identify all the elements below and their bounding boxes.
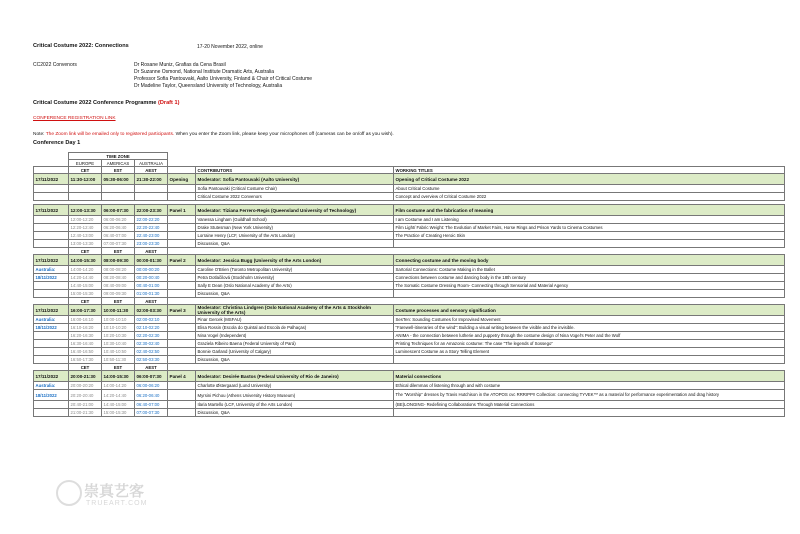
programme-title-text: Critical Costume 2022 Conference Programme — [33, 100, 157, 106]
contributor: Sofia Pantouvaki (Critical Costume Chair) — [196, 185, 394, 193]
time-cet — [69, 185, 102, 193]
document-title: Critical Costume 2022: Connections — [33, 43, 129, 49]
working-title: ANIMA - the connection between lutherie and puppetry through the costume design of Nina Vogel's Peter and the Wolf — [394, 332, 785, 340]
session-est: 05:30-06:00 — [102, 174, 135, 185]
working-title: The “Worship” dresses by Travis Hutchison in the ATOPOS cvc RRRIPP!! Collection: connecting TYVEK™ as a material for performance experimentation and drag history — [394, 390, 785, 401]
table-row — [34, 401, 785, 409]
contributor: Drake Stutesman (New York University) — [196, 224, 394, 232]
time-est: 15:00-15:30 — [102, 409, 135, 417]
working-title: Sartorial Connections: Costume Making in the Ballet — [394, 266, 785, 274]
blank-cell — [168, 167, 196, 174]
time-aest: 06:40-07:00 — [135, 401, 168, 409]
contributor: Elisa Rossin (Escola do Quintal and Escola de Palhaças) — [196, 324, 394, 332]
time-est — [102, 185, 135, 193]
session-est: 10:00-11:30 — [102, 305, 135, 316]
working-title: Luminescent Costume as a Story Telling Element — [394, 348, 785, 356]
session-title: Connecting costume and the moving body — [394, 255, 785, 266]
working-title: SesTen: Sounding Costumes for Improvised Movement — [394, 316, 785, 324]
time-cet: 20:20-20:40 — [69, 390, 102, 401]
session-title: Costume processes and sensory signification — [394, 305, 785, 316]
convenor-1: Dr Rosane Muniz, Grafias da Cena Brasil — [134, 62, 226, 68]
blank-cell — [34, 167, 69, 174]
convenor-4: Dr Madeline Taylor, Queensland University of Technology, Australia — [134, 83, 283, 89]
session-date: 17/11/2022 — [34, 205, 69, 216]
session-moderator: Moderator: Christina Lindgren (Oslo National Academy of the Arts & Stockholm University of the Arts) — [196, 305, 394, 316]
working-title: Film Light/ Fabric Weight: The Evolution of Market Fairs, Horse Rings and Prison Yards to Cinema Costumes — [394, 224, 785, 232]
zoom-note — [33, 132, 394, 138]
time-est: 10:30-10:40 — [102, 340, 135, 348]
time-aest — [135, 185, 168, 193]
contributor: Nina Vogel (Independent) — [196, 332, 394, 340]
programme-table — [33, 152, 785, 417]
blank-cell — [196, 153, 394, 160]
blank-cell — [34, 409, 69, 417]
table-row — [34, 240, 785, 248]
time-cet: 14:20-14:40 — [69, 274, 102, 282]
table-row — [34, 356, 785, 364]
blank-cell — [196, 248, 394, 255]
blank-cell — [168, 160, 196, 167]
working-title: The Somatic Costume Dressing Room- Connecting through Sensorial and Material Agency — [394, 282, 785, 290]
zones-row — [34, 160, 785, 167]
abbr-aest: AEST — [135, 248, 168, 255]
blank-cell — [168, 240, 196, 248]
blank-cell — [34, 193, 69, 201]
abbr-cet: CET — [69, 298, 102, 305]
blank-cell — [168, 409, 196, 417]
session-moderator: Moderator: Sofia Pantouvaki (Aalto University) — [196, 174, 394, 185]
blank-cell — [168, 364, 196, 371]
blank-cell — [168, 348, 196, 356]
time-aest: 06:20-06:40 — [135, 390, 168, 401]
working-title — [394, 409, 785, 417]
zone-americas: AMERICAS — [102, 160, 135, 167]
time-cet: 16:10-16:20 — [69, 324, 102, 332]
abbr-row — [34, 364, 785, 371]
blank-cell — [34, 240, 69, 248]
time-aest: 02:50-03:30 — [135, 356, 168, 364]
blank-cell — [168, 216, 196, 224]
blank-cell — [168, 248, 196, 255]
table-row — [34, 274, 785, 282]
australia-date: 18/11/2022 — [34, 324, 69, 332]
abbr-row — [34, 167, 785, 174]
time-cet: 16:30-16:40 — [69, 340, 102, 348]
blank-cell — [168, 153, 196, 160]
blank-cell — [34, 298, 69, 305]
time-cet: 16:50-17:30 — [69, 356, 102, 364]
working-title: I am Costume and I am Listening — [394, 216, 785, 224]
session-moderator: Moderator: Tiziana Ferrero-Regis (Queensland University of Technology) — [196, 205, 394, 216]
session-row — [34, 255, 785, 266]
time-aest: 22:00-22:20 — [135, 216, 168, 224]
session-moderator: Moderator: Desirée Bastos (Federal University of Rio de Janeiro) — [196, 371, 394, 382]
blank-cell — [394, 160, 785, 167]
convenor-2: Dr Suzanne Osmond, National Institute Dramatic Arts, Australia — [134, 69, 275, 75]
time-cet: 16:20-16:30 — [69, 332, 102, 340]
time-aest: 02:00-02:10 — [135, 316, 168, 324]
session-row — [34, 371, 785, 382]
time-cet: 12:20-12:40 — [69, 224, 102, 232]
watermark-logo-icon — [56, 480, 82, 506]
blank-cell — [394, 298, 785, 305]
table-row — [34, 193, 785, 201]
time-est: 07:00-07:30 — [102, 240, 135, 248]
session-aest: 02:00-03:30 — [135, 305, 168, 316]
day-label: Conference Day 1 — [33, 140, 81, 146]
blank-cell — [168, 340, 196, 348]
session-est: 06:00-07:30 — [102, 205, 135, 216]
working-title: About Critical Costume — [394, 185, 785, 193]
convenor-3: Professor Sofia Pantouvaki, Aalto University, Finland & Chair of Critical Costume — [134, 76, 313, 82]
time-cet: 14:00-14:20 — [69, 266, 102, 274]
time-cet: 20:00-20:20 — [69, 382, 102, 390]
contributors-header: CONTRIBUTORS — [196, 167, 394, 174]
blank-cell — [196, 364, 394, 371]
time-cet: 15:00-15:30 — [69, 290, 102, 298]
contributor: Vanessa Lingham (Guildhall School) — [196, 216, 394, 224]
session-est: 14:00-15:30 — [102, 371, 135, 382]
blank-cell — [168, 332, 196, 340]
time-aest: 22:20-22:40 — [135, 224, 168, 232]
programme-title — [33, 100, 179, 106]
abbr-aest: AEST — [135, 167, 168, 174]
session-cet: 11:30-12:00 — [69, 174, 102, 185]
table-row — [34, 290, 785, 298]
table-row — [34, 340, 785, 348]
watermark-en: TRUEART.COM — [86, 500, 148, 507]
working-title: Concept and overview of Critical Costume 2022 — [394, 193, 785, 201]
convenors-label: CC2022 Convenors — [33, 62, 77, 68]
time-est: 10:40-10:50 — [102, 348, 135, 356]
time-aest: 23:00-23:30 — [135, 240, 168, 248]
blank-cell — [196, 298, 394, 305]
time-aest: 07:00-07:30 — [135, 409, 168, 417]
blank-cell — [196, 160, 394, 167]
session-title: Opening of Critical Costume 2022 — [394, 174, 785, 185]
time-cet: 12:40-13:00 — [69, 232, 102, 240]
contributor: Charlotte Østergaard (Lund University) — [196, 382, 394, 390]
blank-cell — [168, 390, 196, 401]
time-est: 06:40-07:00 — [102, 232, 135, 240]
session-title: Material connections — [394, 371, 785, 382]
blank-cell — [34, 356, 69, 364]
contributor: Pinar Gercek (MSFAU) — [196, 316, 394, 324]
contributor: Discussion, Q&A — [196, 356, 394, 364]
blank-cell — [168, 274, 196, 282]
table-row — [34, 348, 785, 356]
time-est: 08:00-08:20 — [102, 266, 135, 274]
australia-date: 18/11/2022 — [34, 274, 69, 282]
session-row — [34, 305, 785, 316]
table-row — [34, 282, 785, 290]
blank-cell — [168, 324, 196, 332]
blank-cell — [34, 348, 69, 356]
session-title: Film costume and the fabrication of meaning — [394, 205, 785, 216]
table-row — [34, 224, 785, 232]
session-aest: 00:00-01:30 — [135, 255, 168, 266]
abbr-cet: CET — [69, 364, 102, 371]
time-aest: 02:30-02:40 — [135, 340, 168, 348]
working-title: Ethical dilemmas of listening through and with costume — [394, 382, 785, 390]
abbr-est: EST — [102, 248, 135, 255]
session-cet: 20:00-21:30 — [69, 371, 102, 382]
session-date: 17/11/2022 — [34, 255, 69, 266]
blank-cell — [34, 282, 69, 290]
zone-europe: EUROPE — [69, 160, 102, 167]
time-cet: 16:00-16:10 — [69, 316, 102, 324]
contributor: Bonnie Garland (University of Calgary) — [196, 348, 394, 356]
blank-cell — [34, 340, 69, 348]
session-aest: 21:30-22:00 — [135, 174, 168, 185]
blank-cell — [168, 356, 196, 364]
table-row — [34, 409, 785, 417]
time-aest: 02:10-02:20 — [135, 324, 168, 332]
time-cet: 20:40-21:00 — [69, 401, 102, 409]
session-date: 17/11/2022 — [34, 305, 69, 316]
contributor: Sally E Dean (Oslo National Academy of the Arts) — [196, 282, 394, 290]
working-title: Printing Techniques for an Amazonic costume: The case “The legends of Sossego” — [394, 340, 785, 348]
session-aest: 06:00-07:30 — [135, 371, 168, 382]
time-aest: 01:00-01:30 — [135, 290, 168, 298]
blank-cell — [168, 298, 196, 305]
blank-cell — [34, 224, 69, 232]
time-aest: 02:20-02:30 — [135, 332, 168, 340]
working-title: The Practice of Creating Heroic Skin — [394, 232, 785, 240]
session-panel: Panel 4 — [168, 371, 196, 382]
session-cet: 14:00-15:30 — [69, 255, 102, 266]
time-cet: 16:40-16:50 — [69, 348, 102, 356]
time-est: 10:10-10:20 — [102, 324, 135, 332]
time-cet: 14:40-15:00 — [69, 282, 102, 290]
table-row — [34, 316, 785, 324]
draft-label: (Draft 1) — [157, 100, 180, 106]
blank-cell — [34, 364, 69, 371]
note-rest: When you enter the Zoom link, please keep your microphones off (cameras can be on/off as you wish). — [174, 132, 394, 137]
registration-link[interactable]: CONFERENCE REGISTRATION LINK — [33, 116, 116, 121]
blank-cell — [34, 232, 69, 240]
session-panel: Panel 2 — [168, 255, 196, 266]
time-est: 09:00-09:30 — [102, 290, 135, 298]
working-title: (BE)LONGING- Redefining Collaborations Through Material Connections — [394, 401, 785, 409]
session-cet: 12:00-13:30 — [69, 205, 102, 216]
blank-cell — [394, 364, 785, 371]
table-row — [34, 390, 785, 401]
table-row — [34, 266, 785, 274]
abbr-aest: AEST — [135, 364, 168, 371]
time-est: 08:20-08:40 — [102, 274, 135, 282]
contributor: Myrsini Pichou (Athens University History Museum) — [196, 390, 394, 401]
session-panel: Opening — [168, 174, 196, 185]
time-cet: 13:00-13:30 — [69, 240, 102, 248]
blank-cell — [394, 248, 785, 255]
session-aest: 22:00-23:30 — [135, 205, 168, 216]
blank-cell — [168, 224, 196, 232]
time-est: 14:00-14:20 — [102, 382, 135, 390]
time-est: 10:50-11:30 — [102, 356, 135, 364]
blank-cell — [168, 382, 196, 390]
time-est: 14:40-15:00 — [102, 401, 135, 409]
note-red: The Zoom link will be emailed only to registered participants. — [45, 132, 175, 137]
blank-cell — [168, 282, 196, 290]
blank-cell — [34, 185, 69, 193]
working-title — [394, 356, 785, 364]
contributor: Discussion, Q&A — [196, 409, 394, 417]
session-panel: Panel 3 — [168, 305, 196, 316]
blank-cell — [394, 153, 785, 160]
blank-cell — [34, 401, 69, 409]
session-panel: Panel 1 — [168, 205, 196, 216]
table-row — [34, 185, 785, 193]
contributor: Ilaria Martello (LCF, University of the Arts London) — [196, 401, 394, 409]
note-prefix: Note: — [33, 132, 46, 137]
blank-cell — [34, 153, 69, 160]
blank-cell — [168, 185, 196, 193]
table-row — [34, 232, 785, 240]
contributor: Petra Dotlačilová (Stockholm University) — [196, 274, 394, 282]
blank-cell — [168, 193, 196, 201]
time-cet: 21:00-21:30 — [69, 409, 102, 417]
contributor: Lorraine Henry (LCF, University of the Arts London) — [196, 232, 394, 240]
table-row — [34, 324, 785, 332]
blank-cell — [34, 332, 69, 340]
abbr-cet: CET — [69, 167, 102, 174]
time-aest: 00:00-00:20 — [135, 266, 168, 274]
session-cet: 16:00-17:30 — [69, 305, 102, 316]
time-est: 06:00-06:20 — [102, 216, 135, 224]
session-date: 17/11/2022 — [34, 371, 69, 382]
session-row — [34, 174, 785, 185]
contributor: Graziela Ribeiro Baena (Federal University of Pará) — [196, 340, 394, 348]
australia-label: Australia: — [34, 316, 69, 324]
time-est: 10:00-10:10 — [102, 316, 135, 324]
working-title: Connections between costume and dancing body in the 18th century — [394, 274, 785, 282]
watermark-cn: 崇真艺客 — [84, 483, 145, 500]
abbr-aest: AEST — [135, 298, 168, 305]
session-est: 08:00-09:30 — [102, 255, 135, 266]
time-est: 10:20-10:30 — [102, 332, 135, 340]
blank-cell — [168, 290, 196, 298]
abbr-row — [34, 298, 785, 305]
time-zone-header: TIME ZONE — [69, 153, 168, 160]
blank-cell — [168, 401, 196, 409]
blank-cell — [34, 160, 69, 167]
session-date: 17/11/2022 — [34, 174, 69, 185]
session-moderator: Moderator: Jessica Bugg (University of the Arts London) — [196, 255, 394, 266]
time-est: 14:20-14:40 — [102, 390, 135, 401]
blank-cell — [34, 216, 69, 224]
time-est — [102, 193, 135, 201]
table-row — [34, 332, 785, 340]
working-title: “Farewell-itineraries of the wind”: Building a visual writing between the visible and the invisible. — [394, 324, 785, 332]
conference-dates: 17-20 November 2022, online — [197, 44, 263, 50]
time-cet — [69, 193, 102, 201]
working-titles-header: WORKING TITLES — [394, 167, 785, 174]
australia-label: Australia: — [34, 382, 69, 390]
time-aest: 06:00-06:20 — [135, 382, 168, 390]
time-aest: 00:40-01:00 — [135, 282, 168, 290]
programme-table-body — [34, 153, 785, 417]
blank-cell — [34, 290, 69, 298]
contributor: Critical Costume 2022 Convenors — [196, 193, 394, 201]
time-est: 08:40-09:00 — [102, 282, 135, 290]
abbr-est: EST — [102, 364, 135, 371]
blank-cell — [168, 232, 196, 240]
zone-australia: AUSTRALIA — [135, 160, 168, 167]
session-row — [34, 205, 785, 216]
time-est: 06:20-06:40 — [102, 224, 135, 232]
australia-date: 18/11/2022 — [34, 390, 69, 401]
time-aest: 22:40-23:00 — [135, 232, 168, 240]
working-title — [394, 290, 785, 298]
australia-label: Australia: — [34, 266, 69, 274]
time-cet: 12:00-12:20 — [69, 216, 102, 224]
abbr-row — [34, 248, 785, 255]
time-zone-row — [34, 153, 785, 160]
abbr-est: EST — [102, 167, 135, 174]
time-aest: 02:40-02:50 — [135, 348, 168, 356]
table-row — [34, 382, 785, 390]
blank-cell — [168, 316, 196, 324]
contributor: Caroline O'Brien (Toronto Metropolitan University) — [196, 266, 394, 274]
abbr-est: EST — [102, 298, 135, 305]
time-aest: 00:20-00:40 — [135, 274, 168, 282]
blank-cell — [168, 266, 196, 274]
contributor: Discussion, Q&A — [196, 240, 394, 248]
table-row — [34, 216, 785, 224]
time-aest — [135, 193, 168, 201]
blank-cell — [34, 248, 69, 255]
working-title — [394, 240, 785, 248]
abbr-cet: CET — [69, 248, 102, 255]
contributor: Discussion, Q&A — [196, 290, 394, 298]
